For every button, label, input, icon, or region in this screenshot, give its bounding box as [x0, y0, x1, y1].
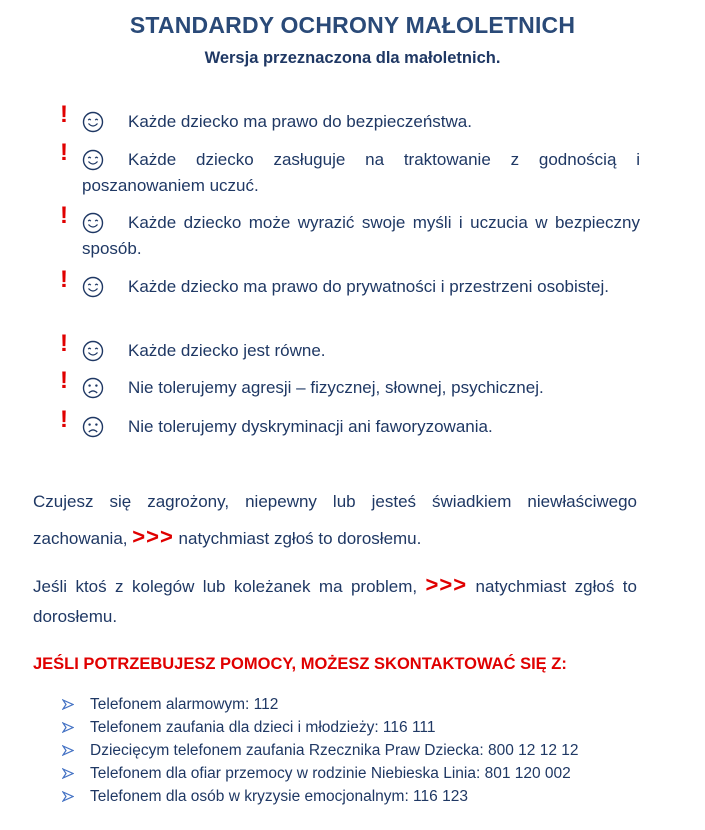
- contacts-list: [60, 693, 579, 808]
- arrow-bullet-icon: [62, 768, 74, 779]
- smiley-icon: [82, 149, 104, 171]
- rule-item: [60, 367, 640, 401]
- contact-text: Dziecięcym telefonem zaufania Rzecznika Praw Dziecka: 800 12 12 12: [90, 742, 579, 759]
- sad-face-icon: [82, 377, 104, 399]
- arrows-icon: >>>: [425, 572, 468, 597]
- smiley-icon: [82, 111, 104, 133]
- paragraph-text: Czujesz się zagrożony, niepewny lub jesteś świadkiem niewłaściwego zachowania,: [33, 492, 637, 548]
- page-title: STANDARDY OCHRONY MAŁOLETNICH: [129, 12, 576, 38]
- smiley-icon: [82, 340, 104, 362]
- rule-text: Każde dziecko ma prawo do bezpieczeństwa.: [128, 112, 472, 131]
- contact-text: Telefonem dla ofiar przemocy w rodzinie Niebieska Linia: 801 120 002: [90, 765, 571, 782]
- list-item: [60, 739, 579, 762]
- page-subtitle: Wersja przeznaczona dla małoletnich.: [204, 49, 501, 67]
- exclamation-icon: !: [60, 202, 68, 229]
- rule-item: [60, 202, 640, 262]
- help-heading: JEŚLI POTRZEBUJESZ POMOCY, MOŻESZ SKONTAKTOWAĆ SIĘ Z:: [33, 655, 567, 673]
- contact-text: Telefonem alarmowym: 112: [90, 696, 279, 713]
- list-item: [60, 762, 579, 785]
- rule-item: [60, 266, 640, 300]
- exclamation-icon: !: [60, 330, 68, 357]
- paragraph-text: natychmiast zgłoś to dorosłemu.: [178, 529, 422, 548]
- arrow-bullet-icon: [62, 745, 74, 756]
- sad-face-icon: [82, 416, 104, 438]
- rule-text: Każde dziecko ma prawo do prywatności i przestrzeni osobistej.: [128, 277, 609, 296]
- rule-item: [60, 101, 640, 135]
- rule-text: Nie tolerujemy dyskryminacji ani faworyzowania.: [128, 417, 493, 436]
- report-paragraph-1: [33, 484, 637, 556]
- exclamation-icon: !: [60, 266, 68, 293]
- rule-item: [60, 330, 640, 364]
- exclamation-icon: !: [60, 101, 68, 128]
- contact-text: Telefonem zaufania dla dzieci i młodzieży: 116 111: [90, 719, 436, 736]
- rule-text: Każde dziecko może wyrazić swoje myśli i uczucia w bezpieczny sposób.: [82, 213, 640, 258]
- arrows-icon: >>>: [132, 524, 174, 549]
- paragraph-text: Jeśli ktoś z kolegów lub koleżanek ma problem,: [33, 577, 418, 596]
- rule-text: Każde dziecko jest równe.: [128, 341, 326, 360]
- list-item: [60, 716, 579, 739]
- smiley-icon: [82, 212, 104, 234]
- exclamation-icon: !: [60, 139, 68, 166]
- rule-text: Każde dziecko zasługuje na traktowanie z godnością i poszanowaniem uczuć.: [82, 150, 640, 195]
- list-item: [60, 785, 579, 808]
- arrow-bullet-icon: [62, 699, 74, 710]
- exclamation-icon: !: [60, 406, 68, 433]
- rule-item: [60, 139, 640, 199]
- list-item: [60, 693, 579, 716]
- contact-text: Telefonem dla osób w kryzysie emocjonalnym: 116 123: [90, 788, 468, 805]
- rule-text: Nie tolerujemy agresji – fizycznej, słownej, psychicznej.: [128, 378, 544, 397]
- paragraph-text: natychmiast zgłoś to dorosłemu.: [33, 577, 637, 626]
- report-paragraph-2: [33, 570, 637, 632]
- rule-item: [60, 406, 640, 440]
- arrow-bullet-icon: [62, 791, 74, 802]
- arrow-bullet-icon: [62, 722, 74, 733]
- exclamation-icon: !: [60, 367, 68, 394]
- smiley-icon: [82, 276, 104, 298]
